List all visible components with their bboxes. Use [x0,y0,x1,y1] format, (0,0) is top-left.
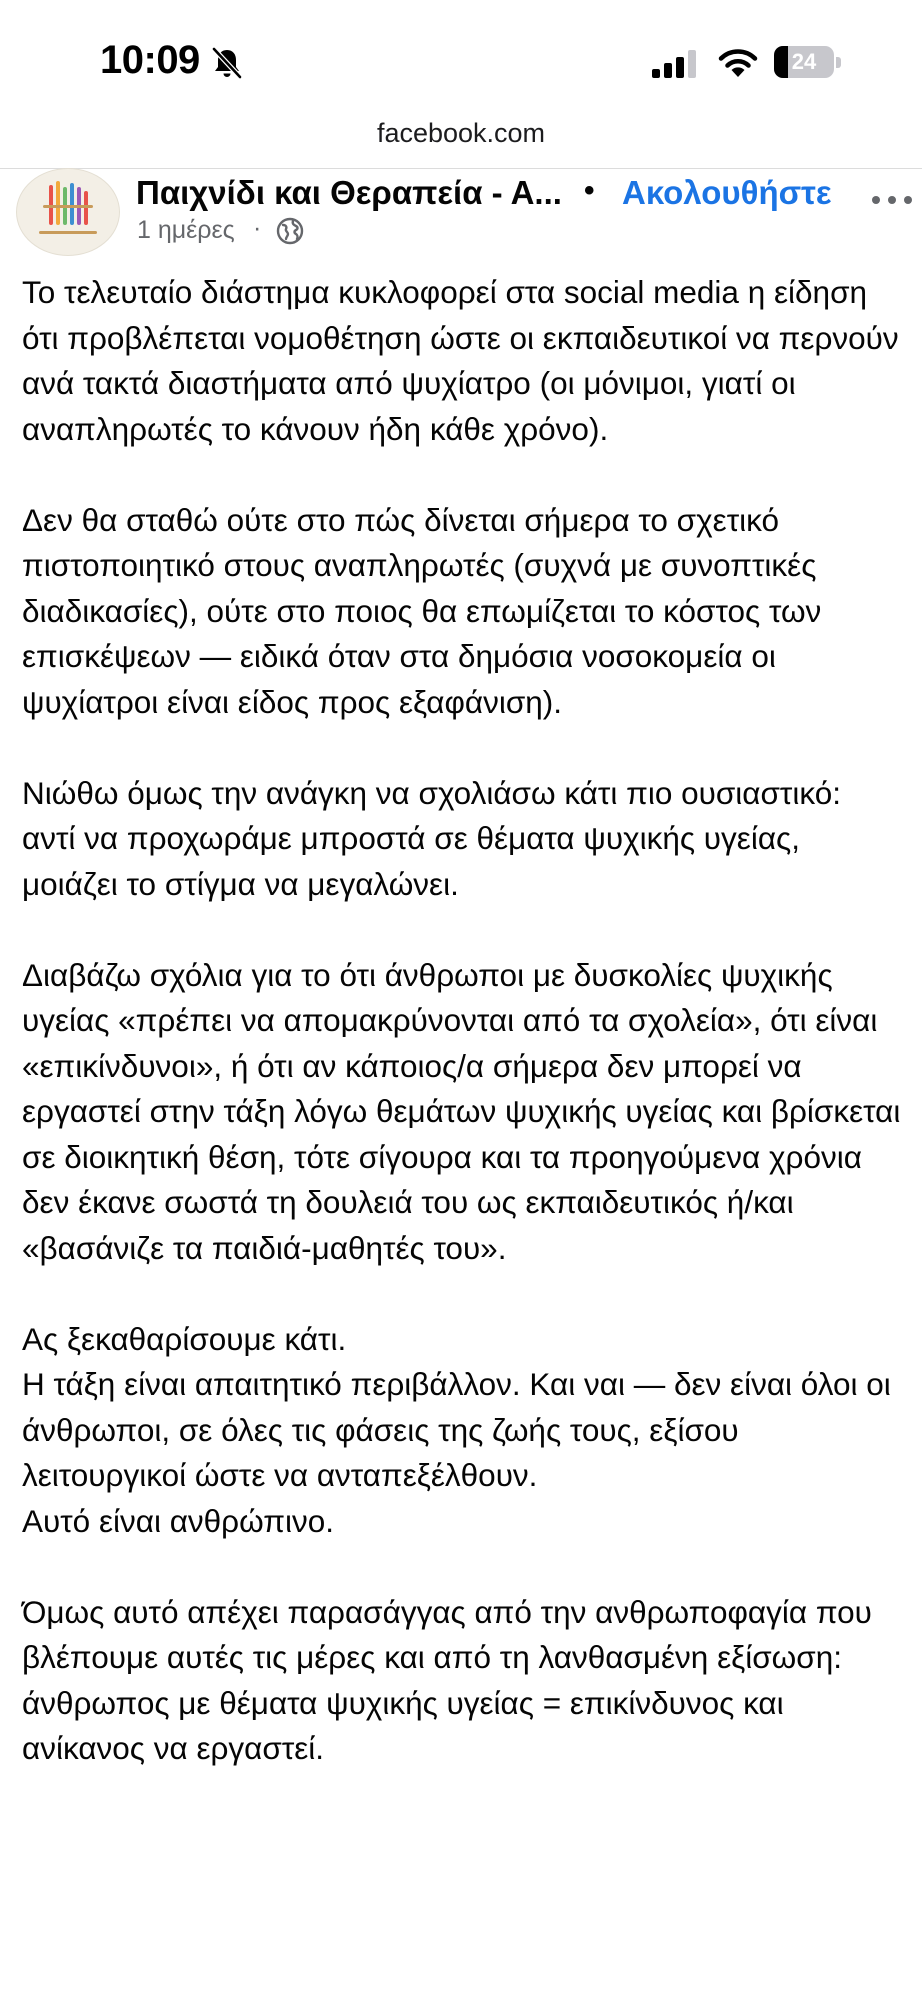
battery-icon [774,46,842,78]
post-paragraph: Όμως αυτό απέχει παρασάγγας από την ανθρωποφαγία που βλέπουμε αυτές τις μέρες και από τη λανθασμένη εξίσωση: άνθρωπος με θέματα ψυχικής υγείας = επικίνδυνος και ανίκανος να εργαστεί. [22,1593,872,1766]
post-paragraph: Νιώθω όμως την ανάγκη να σχολιάσω κάτι πιο ουσιαστικό: αντί να προχωράμε μπροστά σε θέματα ψυχικής υγείας, μοιάζει το στίγμα να μεγαλώνει. [22,774,841,902]
post-paragraph: Δεν θα σταθώ ούτε στο πώς δίνεται σήμερα το σχετικό πιστοποιητικό στους αναπληρωτές (συχνά με συνοπτικές διαδικασίες), ούτε στο ποιος θα επωμίζεται το κόστος των επισκέψεων — ειδικά όταν στα δημόσια νοσοκομεία οι ψυχίατροι είναι είδος προς εξαφάνιση). [22,501,822,720]
follow-button[interactable]: Ακολουθήστε [622,174,832,211]
status-bar [0,0,922,120]
post-paragraph: Διαβάζω σχόλια για το ότι άνθρωποι με δυσκολίες ψυχικής υγείας «πρέπει να απομακρύνονται από τα σχολεία», ότι είναι «επικίνδυνοι», ή ότι αν κάποιος/α σήμερα δεν μπορεί να εργαστεί στην τάξη λόγω θεμάτων ψυχικής υγείας και βρίσκεται σε διοικητική θέση, τότε σίγουρα και τα προηγούμενα χρόνια δεν έκανε σωστά τη δουλειά του ως εκπαιδευτικός ή/και «βασάνιζε τα παιδιά-μαθητές του». [22,956,901,1266]
header-separator: • [584,174,595,207]
post-paragraph: Ας ξεκαθαρίσουμε κάτι. Η τάξη είναι απαιτητικό περιβάλλον. Και ναι — δεν είναι όλοι οι άνθρωποι, σε όλες τις φάσεις της ζωής τους, εξίσου λειτουργικοί ώστε να ανταπεξέλθουν. Αυτό είναι ανθρώπινο. [22,1320,891,1539]
more-horizontal-icon[interactable] [870,182,914,218]
battery-tip [836,57,841,68]
bell-slash-icon [210,46,244,80]
url-bar[interactable]: facebook.com [376,118,546,148]
page-logo-icon [17,169,119,255]
post-body [22,270,902,1772]
post-header [0,162,922,262]
post-paragraph: Το τελευταίο διάστημα κυκλοφορεί στα social media η είδηση ότι προβλέπεται νομοθέτηση ώστε οι εκπαιδευτικοί να περνούν ανά τακτά διαστήματα από ψυχίατρο (οι μόνιμοι, γιατί οι αναπληρωτές το κάνουν ήδη κάθε χρόνο). [22,274,899,447]
wifi-icon [716,46,760,78]
battery-level: 24 [791,49,817,74]
timestamp-separator: · [253,214,262,242]
battery-body [774,46,834,78]
status-time: 10:09 [100,38,200,82]
cellular-signal-icon [652,50,698,78]
avatar[interactable] [16,168,120,256]
page-name-link[interactable]: Παιχνίδι και Θεραπεία - Α... [136,174,562,211]
globe-icon [276,217,304,245]
post-timestamp[interactable]: 1 ημέρες [137,216,235,244]
